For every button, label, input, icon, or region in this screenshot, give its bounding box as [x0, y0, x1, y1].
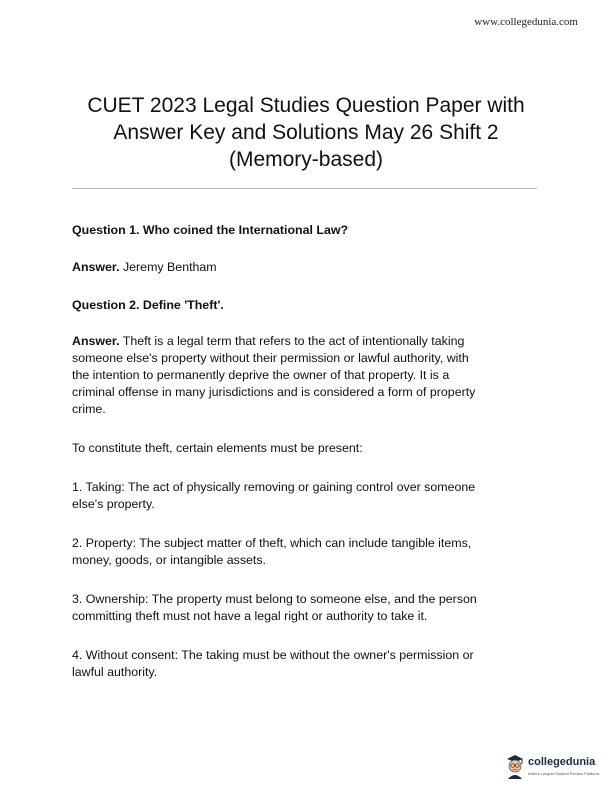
- answer-2-line: someone else's property without their permission or lawful authority, with: [72, 351, 469, 365]
- title-line-3: (Memory-based): [228, 148, 384, 171]
- answer-2-line: the intention to permanently deprive the owner of that property. It is a: [72, 368, 450, 382]
- title-line-1: CUET 2023 Legal Studies Question Paper with: [87, 94, 525, 117]
- answer-label: Answer.: [72, 334, 120, 348]
- answer-2-line: Theft is a legal term that refers to the act of intentionally taking: [119, 334, 465, 348]
- element-item: [72, 647, 542, 681]
- brand-name: collegedunia: [528, 756, 596, 768]
- element-line: money, goods, or intangible assets.: [72, 553, 267, 567]
- answer-2-line: crime.: [72, 402, 106, 416]
- element-item: [72, 535, 542, 569]
- element-line: 2. Property: The subject matter of theft, which can include tangible items,: [72, 536, 472, 550]
- answer-2-line: criminal offense in many jurisdictions and is considered a form of property: [72, 385, 476, 399]
- page-title: [40, 92, 572, 173]
- answer-label: Answer.: [72, 260, 120, 274]
- question-1: Question 1. Who coined the International Law?: [72, 223, 349, 237]
- element-line: lawful authority.: [72, 665, 158, 679]
- collegedunia-logo[interactable]: [504, 752, 608, 782]
- elements-intro: To constitute theft, certain elements must be present:: [72, 441, 363, 455]
- title-line-2: Answer Key and Solutions May 26 Shift 2: [113, 121, 499, 144]
- brand-tagline: India's Largest Student Review Platform: [528, 771, 600, 776]
- element-line: else's property.: [72, 497, 155, 511]
- element-item: [72, 591, 542, 625]
- question-2: Question 2. Define 'Theft'.: [72, 298, 224, 312]
- element-line: 3. Ownership: The property must belong to someone else, and the person: [72, 592, 477, 606]
- mascot-icon: [504, 752, 526, 780]
- element-line: 4. Without consent: The taking must be without the owner's permission or: [72, 648, 474, 662]
- element-line: committing theft must not have a legal right or authority to take it.: [72, 609, 428, 623]
- element-item: [72, 479, 542, 513]
- document-body: [72, 222, 542, 681]
- answer-1: [72, 259, 542, 276]
- element-line: 1. Taking: The act of physically removing or gaining control over someone: [72, 480, 476, 494]
- answer-1-text: Jeremy Bentham: [119, 260, 217, 274]
- site-url[interactable]: www.collegedunia.com: [474, 16, 578, 28]
- answer-2: [72, 333, 542, 418]
- title-divider: [72, 188, 537, 189]
